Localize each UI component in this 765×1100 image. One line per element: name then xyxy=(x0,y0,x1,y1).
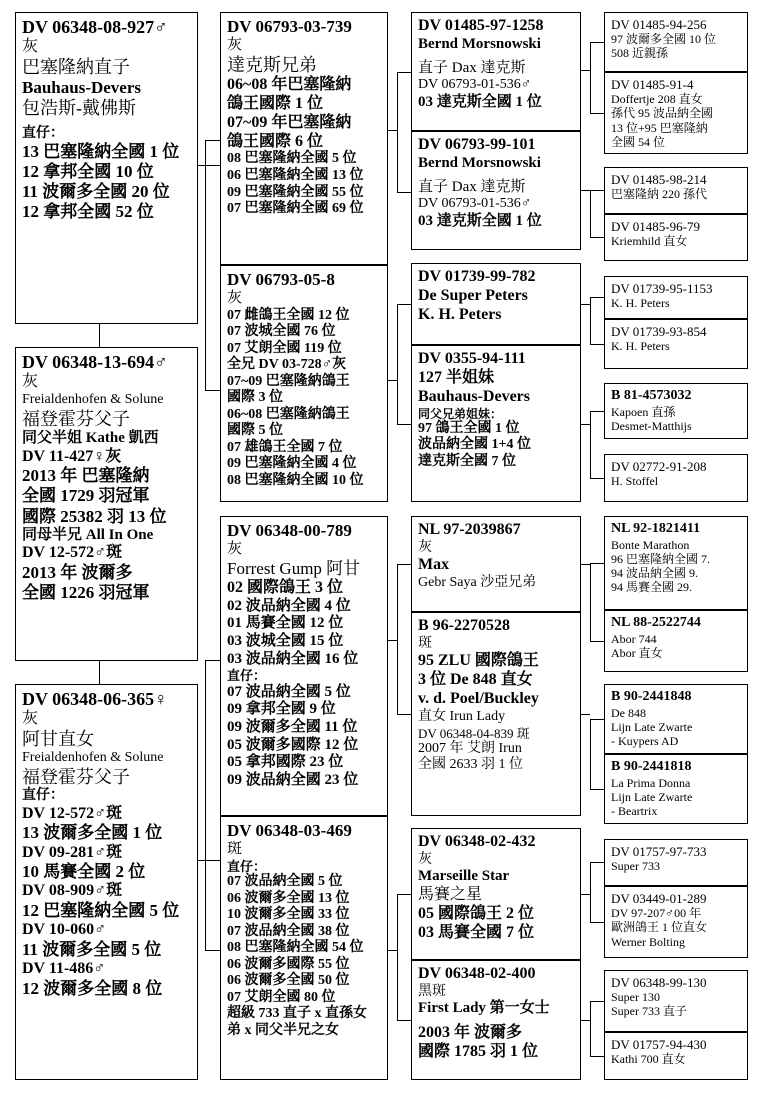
card-line: DV 09-281♂斑 xyxy=(22,843,123,861)
connector-line xyxy=(590,719,604,720)
card-line: 灰 xyxy=(22,710,39,728)
card-line: DV 01739-99-782 xyxy=(418,268,536,285)
connector-line xyxy=(397,424,411,425)
card-line: 孫代 95 波品納全國 xyxy=(611,106,714,121)
connector-line xyxy=(397,304,411,305)
card-line: - Kuypers AD xyxy=(611,733,679,748)
card-line: DV 12-572♂斑 xyxy=(22,544,123,562)
card-line: DV 12-572♂斑 xyxy=(22,804,123,822)
card-line: NL 92-1821411 xyxy=(611,521,701,536)
card-line: 灰 xyxy=(227,541,243,558)
connector-line xyxy=(590,862,604,863)
pedigree-card-gen1-2 xyxy=(15,347,198,661)
connector-line xyxy=(590,237,604,238)
card-line: DV 10-060♂ xyxy=(22,921,107,939)
card-line: DV 06348-08-927♂ xyxy=(22,17,168,37)
connector-line xyxy=(590,1001,591,1056)
connector-line xyxy=(99,661,100,684)
card-line: 灰 xyxy=(418,539,432,555)
pedigree-card-gen3-3 xyxy=(411,263,581,345)
card-line: DV 0355-94-111 xyxy=(418,350,526,367)
card-line: 波品納全國 1+4 位 xyxy=(418,437,531,453)
pedigree-card-gen3-8 xyxy=(411,960,581,1080)
card-line: 07 巴塞隆納全國 69 位 xyxy=(227,201,364,217)
pedigree-card-gen4-9 xyxy=(604,516,748,610)
card-line: 05 波爾多國際 12 位 xyxy=(227,736,359,753)
connector-line xyxy=(581,424,590,425)
card-line: 12 巴塞隆納全國 5 位 xyxy=(22,901,180,921)
card-line: Super 733 直子 xyxy=(611,1004,687,1019)
card-line: 06 波爾多全國 13 位 xyxy=(227,890,350,906)
card-line: 12 拿邦全國 52 位 xyxy=(22,202,154,222)
connector-line xyxy=(590,190,591,237)
card-line: 09 巴塞隆納全國 55 位 xyxy=(227,184,364,200)
card-line: B 96-2270528 xyxy=(418,617,510,634)
connector-line xyxy=(590,42,591,113)
card-line: 12 拿邦全國 10 位 xyxy=(22,162,154,182)
card-line: 同母半兄 All In One xyxy=(22,526,154,543)
connector-line xyxy=(397,1020,411,1021)
card-line: 福登霍芬父子 xyxy=(22,766,130,787)
connector-line xyxy=(581,564,590,565)
card-line: 07 雄鴿王全國 7 位 xyxy=(227,439,343,455)
card-line: 08 巴塞隆納全國 54 位 xyxy=(227,940,364,956)
connector-line xyxy=(590,641,604,642)
connector-line xyxy=(581,714,590,715)
card-line: DV 01739-93-854 xyxy=(611,324,707,339)
card-line: 直子 Dax 達克斯 xyxy=(418,59,526,76)
pedigree-card-gen4-11 xyxy=(604,684,748,754)
card-line: Super 130 xyxy=(611,990,660,1005)
card-line: K. H. Peters xyxy=(418,305,502,323)
card-line: 03 馬賽全國 7 位 xyxy=(418,923,535,941)
card-line: 包浩斯-戴佛斯 xyxy=(22,98,136,119)
card-line: 11 波爾多全國 20 位 xyxy=(22,182,170,202)
pedigree-card-gen3-2 xyxy=(411,131,581,250)
card-line: DV 11-486♂ xyxy=(22,960,106,978)
card-line: DV 06793-01-536♂ xyxy=(418,77,532,93)
connector-line xyxy=(590,411,591,478)
connector-line xyxy=(397,564,411,565)
card-line: 全國 1226 羽冠軍 xyxy=(22,583,150,603)
card-line: Kathi 700 直女 xyxy=(611,1052,686,1067)
card-line: DV 01739-95-1153 xyxy=(611,281,713,296)
card-line: De 848 xyxy=(611,705,646,720)
card-line: 弟 x 同父半兄之女 xyxy=(227,1022,339,1038)
card-line: 07 波品納全國 5 位 xyxy=(227,874,343,890)
card-line: Forrest Gump 阿甘 xyxy=(227,558,361,578)
card-line: 06~08 巴塞隆納鴿王 xyxy=(227,406,350,422)
card-line: Kriemhild 直女 xyxy=(611,234,688,249)
card-line: 07~09 年巴塞隆納 xyxy=(227,113,352,131)
connector-line xyxy=(590,789,604,790)
card-line: - Beartrix xyxy=(611,803,658,818)
pedigree-card-gen4-8 xyxy=(604,454,748,502)
card-line: v. d. Poel/Buckley xyxy=(418,690,539,708)
card-line: 02 國際鴿王 3 位 xyxy=(227,578,344,596)
card-line: Marseille Star xyxy=(418,868,510,885)
pedigree-card-gen4-1 xyxy=(604,12,748,72)
pedigree-card-gen4-14 xyxy=(604,886,748,958)
connector-line xyxy=(205,140,220,141)
card-line: 3 位 De 848 直女 xyxy=(418,671,533,689)
connector-line xyxy=(581,304,590,305)
card-line: B 90-2441848 xyxy=(611,689,692,704)
card-line: 國際 1785 羽 1 位 xyxy=(418,1042,539,1060)
card-line: 鴿王國際 1 位 xyxy=(227,94,324,112)
card-line: DV 01485-96-79 xyxy=(611,219,700,234)
connector-line xyxy=(205,390,220,391)
card-line: 同父半姐 Kathe 凱西 xyxy=(22,429,159,446)
connector-line xyxy=(590,563,591,641)
card-line: 斑 xyxy=(227,841,243,858)
card-line: 07 艾朗全國 80 位 xyxy=(227,989,336,1005)
connector-line xyxy=(581,70,590,71)
card-line: 歐洲鴿王 1 位直女 xyxy=(611,920,708,935)
card-line: 黑斑 xyxy=(418,983,446,999)
card-line: 05 國際鴿王 2 位 xyxy=(418,904,535,922)
card-line: 全國 54 位 xyxy=(611,134,666,149)
connector-line xyxy=(388,130,397,131)
card-line: 巴塞隆納 220 孫代 xyxy=(611,187,708,202)
pedigree-card-gen4-16 xyxy=(604,1032,748,1080)
card-line: DV 01757-94-430 xyxy=(611,1037,707,1052)
card-line: First Lady 第一女士 xyxy=(418,1000,550,1017)
card-line: 超級 733 直子 x 直孫女 xyxy=(227,1006,367,1022)
card-line: Bauhaus-Devers xyxy=(418,387,531,405)
card-line: DV 11-427♀灰 xyxy=(22,447,122,465)
card-line: 07 雌鴿王全國 12 位 xyxy=(227,307,350,323)
card-line: 03 波城全國 15 位 xyxy=(227,633,344,650)
connector-line xyxy=(198,165,220,166)
connector-line xyxy=(397,192,411,193)
card-line: Freialdenhofen & Solune xyxy=(22,750,164,766)
card-line: 2007 年 艾朗 Irun xyxy=(418,740,522,756)
card-line: 直子 Dax 達克斯 xyxy=(418,178,526,195)
pedigree-card-gen2-3 xyxy=(220,516,388,816)
card-line: B 90-2441818 xyxy=(611,759,692,774)
card-line: DV 06348-00-789 xyxy=(227,521,352,540)
card-line: Bernd Morsnowski xyxy=(418,35,541,52)
pedigree-card-gen2-2 xyxy=(220,265,388,502)
card-line: 13 巴塞隆納全國 1 位 xyxy=(22,142,180,162)
card-line: La Prima Donna xyxy=(611,775,691,790)
card-line: DV 03449-01-289 xyxy=(611,891,707,906)
card-line: DV 06793-05-8 xyxy=(227,270,335,289)
card-line: 灰 xyxy=(22,373,39,391)
card-line: DV 06348-06-365♀ xyxy=(22,689,168,709)
card-line: 10 馬賽全國 2 位 xyxy=(22,862,146,882)
card-line: 國際 5 位 xyxy=(227,423,283,439)
connector-line xyxy=(590,1001,604,1002)
card-line: Doffertje 208 直女 xyxy=(611,92,703,107)
card-line: Desmet-Matthijs xyxy=(611,418,692,433)
card-line: 2013 年 巴塞隆納 xyxy=(22,466,150,486)
card-line: Lijn Late Zwarte xyxy=(611,789,693,804)
card-line: 灰 xyxy=(22,38,39,56)
pedigree-card-gen4-4 xyxy=(604,214,748,261)
card-line: DV 08-909♂斑 xyxy=(22,882,123,900)
card-line: 達克斯全國 7 位 xyxy=(418,453,516,469)
card-line: DV 06348-13-694♂ xyxy=(22,352,168,372)
card-line: Bauhaus-Devers xyxy=(22,78,142,98)
card-line: 福登霍芬父子 xyxy=(22,408,130,429)
card-line: H. Stoffel xyxy=(611,474,659,489)
connector-line xyxy=(397,304,398,424)
card-line: DV 06793-03-739 xyxy=(227,17,352,36)
card-line: K. H. Peters xyxy=(611,296,670,311)
connector-line xyxy=(590,922,604,923)
connector-line xyxy=(590,719,591,789)
connector-line xyxy=(590,297,604,298)
card-line: 05 拿邦國際 23 位 xyxy=(227,754,344,771)
card-line: 96 巴塞隆納全國 7. xyxy=(611,551,711,566)
card-line: 03 達克斯全國 1 位 xyxy=(418,93,542,110)
connector-line xyxy=(397,72,398,192)
card-line: 12 波爾多全國 8 位 xyxy=(22,979,163,999)
card-line: 10 波爾多全國 33 位 xyxy=(227,907,350,923)
card-line: 06 波爾多國際 55 位 xyxy=(227,956,350,972)
card-line: Werner Bolting xyxy=(611,934,686,949)
card-line: 97 波爾多全國 10 位 xyxy=(611,32,717,47)
card-line: Max xyxy=(418,556,450,574)
connector-line xyxy=(590,190,604,191)
pedigree-card-gen3-4 xyxy=(411,345,581,502)
card-line: Abor 744 xyxy=(611,631,657,646)
card-line: 直女 Irun Lady xyxy=(418,709,506,725)
card-line: Bernd Morsnowski xyxy=(418,154,541,171)
card-line: 07 波品納全國 5 位 xyxy=(227,683,351,700)
card-line: 直仔： xyxy=(22,125,64,141)
card-line: 07 波城全國 76 位 xyxy=(227,324,336,340)
card-line: DV 97-207♂00 年 xyxy=(611,906,702,921)
card-line: 灰 xyxy=(418,851,432,867)
card-line: 同父兄弟姐妹： xyxy=(418,406,503,421)
card-line: NL 88-2522744 xyxy=(611,615,701,630)
card-line: 07~09 巴塞隆納鴿王 xyxy=(227,373,350,389)
card-line: Kapoen 直孫 xyxy=(611,404,676,419)
card-line: 06~08 年巴塞隆納 xyxy=(227,75,352,93)
card-line: 08 巴塞隆納全國 10 位 xyxy=(227,472,364,488)
connector-line xyxy=(581,1020,590,1021)
connector-line xyxy=(397,714,411,715)
pedigree-card-gen3-1 xyxy=(411,12,581,131)
card-line: 斑 xyxy=(418,635,432,651)
card-line: 127 半姐妹 xyxy=(418,368,495,386)
card-line: 09 拿邦全國 9 位 xyxy=(227,701,336,718)
card-line: 阿甘直女 xyxy=(22,729,94,750)
card-line: 13 位+95 巴塞隆納 xyxy=(611,120,708,135)
card-line: DV 06793-99-101 xyxy=(418,136,536,153)
card-line: 馬賽之星 xyxy=(418,886,483,904)
card-line: 03 達克斯全國 1 位 xyxy=(418,212,542,229)
connector-line xyxy=(590,42,604,43)
connector-line xyxy=(581,190,590,191)
card-line: 全國 1729 羽冠軍 xyxy=(22,486,150,506)
card-line: 94 波品納全國 9. xyxy=(611,565,699,580)
connector-line xyxy=(205,140,206,390)
connector-line xyxy=(205,660,220,661)
card-line: DV 01485-94-256 xyxy=(611,17,707,32)
card-line: Bonte Marathon xyxy=(611,537,690,552)
connector-line xyxy=(397,564,398,714)
card-line: 鴿王國際 6 位 xyxy=(227,132,324,150)
card-line: 直仔： xyxy=(22,788,64,804)
pedigree-card-gen4-15 xyxy=(604,970,748,1032)
card-line: De Super Peters xyxy=(418,286,528,304)
card-line: 全兄 DV 03-728♂灰 xyxy=(227,357,347,373)
card-line: 95 ZLU 國際鴿王 xyxy=(418,652,539,670)
pedigree-card-gen4-10 xyxy=(604,610,748,672)
card-line: 直仔： xyxy=(227,858,267,874)
connector-line xyxy=(205,660,206,950)
pedigree-card-gen3-5 xyxy=(411,516,581,612)
card-line: Super 733 xyxy=(611,859,660,874)
connector-line xyxy=(590,344,604,345)
card-line: 03 波品納全國 16 位 xyxy=(227,650,359,667)
card-line: 13 波爾多全國 1 位 xyxy=(22,823,163,843)
pedigree-card-gen4-5 xyxy=(604,276,748,319)
pedigree-card-gen2-1 xyxy=(220,12,388,265)
card-line: B 81-4573032 xyxy=(611,388,692,403)
card-line: DV 01485-91-4 xyxy=(611,77,694,92)
pedigree-card-gen2-4 xyxy=(220,816,388,1080)
card-line: 11 波爾多全國 5 位 xyxy=(22,940,162,960)
card-line: 直仔： xyxy=(227,668,267,684)
connector-line xyxy=(590,478,604,479)
card-line: 08 巴塞隆納全國 5 位 xyxy=(227,151,357,167)
card-line: 國際 3 位 xyxy=(227,390,283,406)
card-line: 國際 25382 羽 13 位 xyxy=(22,506,167,526)
pedigree-card-gen4-12 xyxy=(604,754,748,824)
connector-line xyxy=(388,950,397,951)
card-line: 07 波品納全國 38 位 xyxy=(227,923,350,939)
card-line: 2013 年 波爾多 xyxy=(22,563,133,583)
connector-line xyxy=(205,950,220,951)
card-line: DV 06348-02-432 xyxy=(418,833,536,850)
connector-line xyxy=(198,860,220,861)
pedigree-card-gen4-6 xyxy=(604,319,748,369)
card-line: 06 巴塞隆納全國 13 位 xyxy=(227,167,364,183)
card-line: DV 06348-02-400 xyxy=(418,965,536,982)
card-line: DV 01485-98-214 xyxy=(611,172,707,187)
connector-line xyxy=(388,380,397,381)
card-line: DV 02772-91-208 xyxy=(611,459,707,474)
card-line: Lijn Late Zwarte xyxy=(611,719,693,734)
card-line: DV 06348-04-839 斑 xyxy=(418,725,530,741)
card-line: 06 波爾多全國 50 位 xyxy=(227,973,350,989)
card-line: 02 波品納全國 4 位 xyxy=(227,597,351,614)
connector-line xyxy=(99,324,100,347)
card-line: NL 97-2039867 xyxy=(418,521,521,538)
pedigree-card-gen4-7 xyxy=(604,383,748,439)
card-line: 達克斯兄弟 xyxy=(227,54,317,75)
card-line: Gebr Saya 沙亞兄弟 xyxy=(418,575,537,591)
card-line: 508 近親孫 xyxy=(611,46,669,61)
pedigree-card-gen4-13 xyxy=(604,839,748,886)
card-line: K. H. Peters xyxy=(611,339,670,354)
pedigree-card-gen3-7 xyxy=(411,828,581,960)
card-line: 灰 xyxy=(227,37,243,54)
card-line: DV 06793-01-536♂ xyxy=(418,196,532,212)
connector-line xyxy=(590,1056,604,1057)
connector-line xyxy=(388,640,397,641)
card-line: 全國 2633 羽 1 位 xyxy=(418,757,523,773)
connector-line xyxy=(590,113,604,114)
card-line: DV 01757-97-733 xyxy=(611,844,707,859)
pedigree-card-gen1-1 xyxy=(15,12,198,324)
pedigree-card-gen3-6 xyxy=(411,612,581,816)
card-line: 2003 年 波爾多 xyxy=(418,1024,523,1042)
connector-line xyxy=(397,894,398,1020)
card-line: 97 鴿王全國 1 位 xyxy=(418,420,520,436)
card-line: 94 馬賽全國 29. xyxy=(611,579,693,594)
card-line: DV 06348-99-130 xyxy=(611,975,707,990)
card-line: Abor 直女 xyxy=(611,645,663,660)
connector-line xyxy=(581,894,590,895)
card-line: 09 波爾多全國 11 位 xyxy=(227,719,358,736)
card-line: 09 巴塞隆納全國 4 位 xyxy=(227,456,357,472)
connector-line xyxy=(590,411,604,412)
card-line: 灰 xyxy=(227,290,243,307)
card-line: 巴塞隆納直子 xyxy=(22,57,130,78)
connector-line xyxy=(590,862,591,922)
connector-line xyxy=(590,563,604,564)
card-line: DV 06348-03-469 xyxy=(227,821,352,840)
card-line: 07 艾朗全國 119 位 xyxy=(227,340,342,356)
connector-line xyxy=(397,72,411,73)
connector-line xyxy=(590,297,591,344)
card-line: Freialdenhofen & Solune xyxy=(22,392,164,408)
card-line: 09 波品納全國 23 位 xyxy=(227,772,359,789)
pedigree-card-gen1-3 xyxy=(15,684,198,1080)
pedigree-card-gen4-2 xyxy=(604,72,748,154)
card-line: DV 01485-97-1258 xyxy=(418,17,544,34)
pedigree-card-gen4-3 xyxy=(604,167,748,214)
connector-line xyxy=(397,894,411,895)
card-line: 01 馬賽全國 12 位 xyxy=(227,615,344,632)
